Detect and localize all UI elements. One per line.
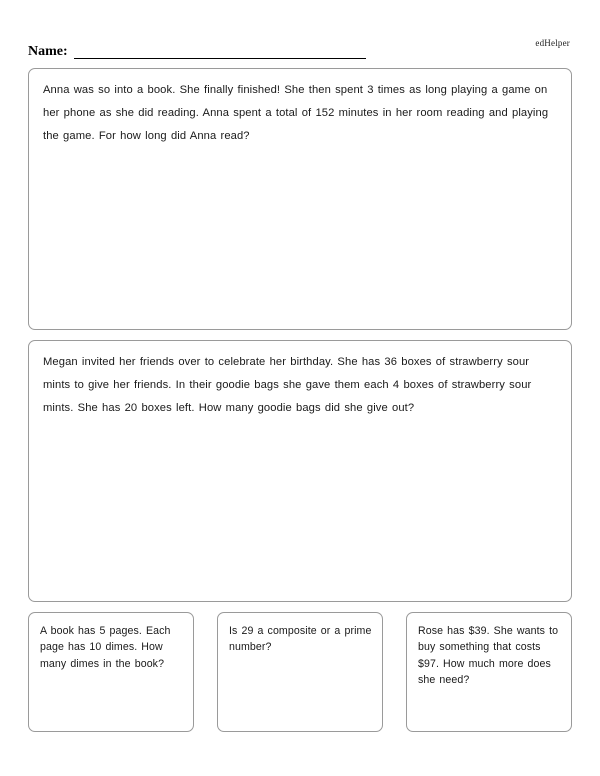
problem-box-5[interactable] [406,612,572,732]
problem-box-2[interactable] [28,340,572,602]
name-label: Name: [28,44,68,59]
problem-text-3: A book has 5 pages. Each page has 10 dimes. How many dimes in the book? [40,625,171,670]
problem-box-1[interactable] [28,68,572,330]
problem-box-4[interactable] [217,612,383,732]
brand-logo: edHelper [535,38,570,48]
problem-text-5: Rose has $39. She wants to buy something that costs $97. How much more does she need? [418,625,559,687]
problem-text-1: Anna was so into a book. She finally finished! She then spent 3 times as long playing a game on her phone as she did reading. Anna spent a total of 152 minutes in her room reading and playing the game. For how long did Anna read? [43,84,549,142]
problem-box-3[interactable] [28,612,194,732]
name-input[interactable] [74,45,366,59]
problem-text-4: Is 29 a composite or a prime number? [229,625,372,654]
name-field-row [28,45,366,59]
problem-text-2: Megan invited her friends over to celebrate her birthday. She has 36 boxes of strawberry sour mints to give her friends. In their goodie bags she gave them each 4 boxes of strawberry sour mints. She has 20 boxes left. How many goodie bags did she give out? [43,356,532,414]
